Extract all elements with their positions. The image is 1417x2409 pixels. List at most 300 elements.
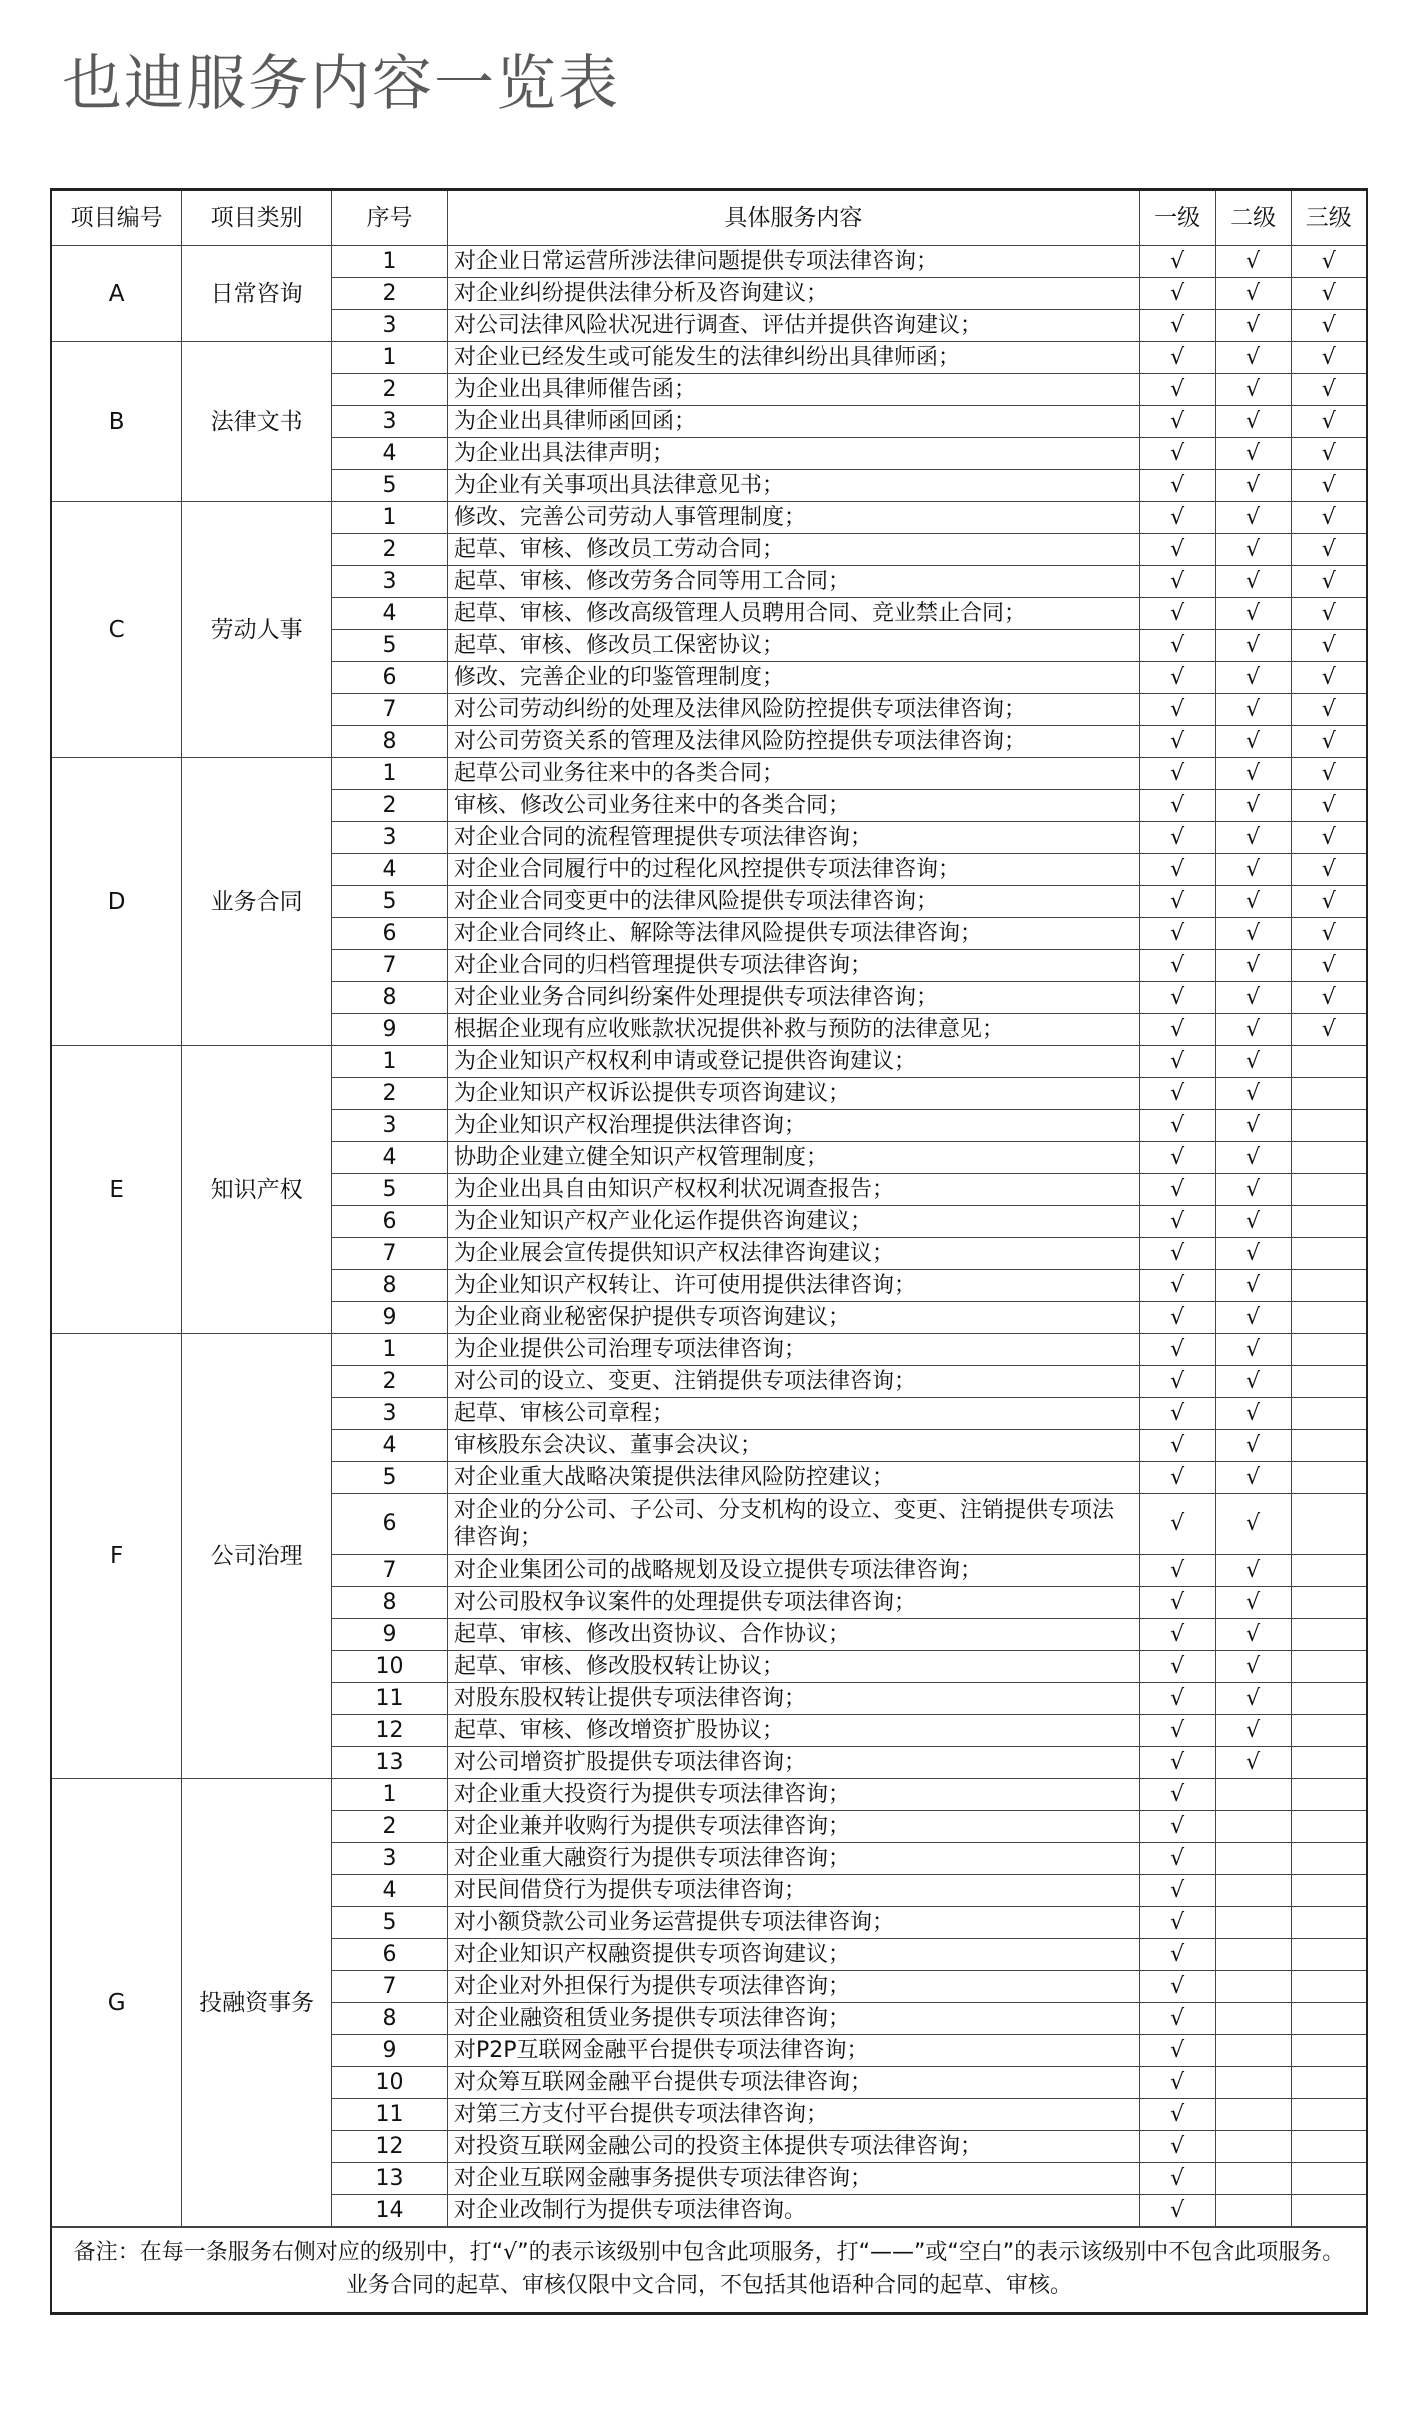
level-2-mark: √: [1215, 758, 1291, 790]
level-1-mark: √: [1139, 1078, 1215, 1110]
item-description: 起草、审核、修改劳务合同等用工合同；: [447, 566, 1139, 598]
item-index: 2: [331, 534, 447, 566]
level-3-mark: [1291, 2003, 1367, 2035]
group-category: 业务合同: [182, 758, 332, 1046]
item-index: 5: [331, 1174, 447, 1206]
level-3-mark: √: [1291, 918, 1367, 950]
level-3-mark: [1291, 1078, 1367, 1110]
level-1-mark: √: [1139, 1174, 1215, 1206]
level-3-mark: √: [1291, 438, 1367, 470]
level-1-mark: √: [1139, 2067, 1215, 2099]
item-description: 对企业日常运营所涉法律问题提供专项法律咨询；: [447, 246, 1139, 278]
level-3-mark: [1291, 1238, 1367, 1270]
level-1-mark: √: [1139, 726, 1215, 758]
item-description: 对小额贷款公司业务运营提供专项法律咨询；: [447, 1907, 1139, 1939]
item-index: 7: [331, 1971, 447, 2003]
level-2-mark: √: [1215, 726, 1291, 758]
item-description: 起草、审核、修改员工保密协议；: [447, 630, 1139, 662]
item-description: 对企业兼并收购行为提供专项法律咨询；: [447, 1811, 1139, 1843]
level-1-mark: √: [1139, 1302, 1215, 1334]
item-index: 6: [331, 1206, 447, 1238]
item-description: 协助企业建立健全知识产权管理制度；: [447, 1142, 1139, 1174]
level-1-mark: √: [1139, 1619, 1215, 1651]
item-index: 2: [331, 1366, 447, 1398]
item-description: 对企业纠纷提供法律分析及咨询建议；: [447, 278, 1139, 310]
level-1-mark: √: [1139, 1587, 1215, 1619]
level-1-mark: √: [1139, 854, 1215, 886]
level-1-mark: √: [1139, 2099, 1215, 2131]
level-1-mark: √: [1139, 982, 1215, 1014]
level-1-mark: √: [1139, 1494, 1215, 1555]
level-3-mark: √: [1291, 982, 1367, 1014]
level-2-mark: √: [1215, 566, 1291, 598]
item-description: 起草、审核、修改高级管理人员聘用合同、竞业禁止合同；: [447, 598, 1139, 630]
level-2-mark: √: [1215, 438, 1291, 470]
level-3-mark: [1291, 2131, 1367, 2163]
item-index: 3: [331, 1398, 447, 1430]
level-2-mark: √: [1215, 246, 1291, 278]
level-1-mark: √: [1139, 1430, 1215, 1462]
level-2-mark: √: [1215, 1238, 1291, 1270]
level-2-mark: [1215, 2035, 1291, 2067]
level-2-mark: √: [1215, 342, 1291, 374]
level-1-mark: √: [1139, 1398, 1215, 1430]
level-3-mark: [1291, 1683, 1367, 1715]
level-3-mark: [1291, 1715, 1367, 1747]
level-1-mark: √: [1139, 2195, 1215, 2227]
item-description: 对企业集团公司的战略规划及设立提供专项法律咨询；: [447, 1555, 1139, 1587]
level-2-mark: √: [1215, 918, 1291, 950]
item-description: 对企业重大融资行为提供专项法律咨询；: [447, 1843, 1139, 1875]
group-category: 知识产权: [182, 1046, 332, 1334]
item-description: 对企业互联网金融事务提供专项法律咨询；: [447, 2163, 1139, 2195]
table-row: [51, 342, 1367, 374]
item-index: 1: [331, 1334, 447, 1366]
item-description: 为企业知识产权诉讼提供专项咨询建议；: [447, 1078, 1139, 1110]
level-1-mark: √: [1139, 1843, 1215, 1875]
level-2-mark: √: [1215, 1715, 1291, 1747]
level-3-mark: [1291, 1971, 1367, 2003]
level-2-mark: √: [1215, 950, 1291, 982]
item-index: 4: [331, 854, 447, 886]
item-description: 为企业出具律师催告函；: [447, 374, 1139, 406]
item-index: 2: [331, 1078, 447, 1110]
level-1-mark: √: [1139, 1939, 1215, 1971]
level-2-mark: √: [1215, 1142, 1291, 1174]
level-2-mark: √: [1215, 1462, 1291, 1494]
level-3-mark: [1291, 1366, 1367, 1398]
level-3-mark: √: [1291, 950, 1367, 982]
item-index: 7: [331, 950, 447, 982]
level-1-mark: √: [1139, 470, 1215, 502]
group-code: D: [51, 758, 182, 1046]
table-row: [51, 1334, 1367, 1366]
item-index: 10: [331, 2067, 447, 2099]
level-1-mark: √: [1139, 1462, 1215, 1494]
level-3-mark: [1291, 2035, 1367, 2067]
item-description: 起草、审核、修改增资扩股协议；: [447, 1715, 1139, 1747]
item-description: 对企业的分公司、子公司、分支机构的设立、变更、注销提供专项法律咨询；: [447, 1494, 1139, 1555]
level-3-mark: √: [1291, 310, 1367, 342]
page-title: 也迪服务内容一览表: [62, 49, 620, 119]
group-code: C: [51, 502, 182, 758]
item-index: 14: [331, 2195, 447, 2227]
level-2-mark: √: [1215, 694, 1291, 726]
item-index: 9: [331, 2035, 447, 2067]
level-3-mark: [1291, 1843, 1367, 1875]
service-table: [50, 188, 1368, 2227]
group-category: 投融资事务: [182, 1779, 332, 2227]
level-3-mark: [1291, 1110, 1367, 1142]
level-2-mark: √: [1215, 982, 1291, 1014]
level-3-mark: √: [1291, 854, 1367, 886]
level-1-mark: √: [1139, 1334, 1215, 1366]
level-3-mark: [1291, 1619, 1367, 1651]
level-3-mark: √: [1291, 278, 1367, 310]
level-1-mark: √: [1139, 1014, 1215, 1046]
level-2-mark: √: [1215, 1587, 1291, 1619]
header-level-3: 三级: [1291, 190, 1367, 246]
level-2-mark: √: [1215, 854, 1291, 886]
item-description: 对企业对外担保行为提供专项法律咨询；: [447, 1971, 1139, 2003]
group-category: 法律文书: [182, 342, 332, 502]
level-1-mark: √: [1139, 662, 1215, 694]
level-3-mark: [1291, 1747, 1367, 1779]
level-2-mark: [1215, 1939, 1291, 1971]
item-index: 6: [331, 918, 447, 950]
level-1-mark: √: [1139, 758, 1215, 790]
level-1-mark: √: [1139, 1651, 1215, 1683]
level-1-mark: √: [1139, 1747, 1215, 1779]
level-3-mark: [1291, 1206, 1367, 1238]
level-3-mark: √: [1291, 662, 1367, 694]
item-description: 审核、修改公司业务往来中的各类合同；: [447, 790, 1139, 822]
item-description: 对公司法律风险状况进行调查、评估并提供咨询建议；: [447, 310, 1139, 342]
level-3-mark: [1291, 1651, 1367, 1683]
item-index: 3: [331, 822, 447, 854]
level-3-mark: [1291, 1046, 1367, 1078]
level-1-mark: √: [1139, 598, 1215, 630]
item-description: 起草、审核、修改出资协议、合作协议；: [447, 1619, 1139, 1651]
item-description: 对第三方支付平台提供专项法律咨询；: [447, 2099, 1139, 2131]
item-description: 对企业合同终止、解除等法律风险提供专项法律咨询；: [447, 918, 1139, 950]
level-1-mark: √: [1139, 310, 1215, 342]
level-1-mark: √: [1139, 1238, 1215, 1270]
header-level-1: 一级: [1139, 190, 1215, 246]
level-1-mark: √: [1139, 1971, 1215, 2003]
level-2-mark: √: [1215, 1366, 1291, 1398]
level-3-mark: √: [1291, 758, 1367, 790]
level-2-mark: √: [1215, 598, 1291, 630]
item-description: 为企业展会宣传提供知识产权法律咨询建议；: [447, 1238, 1139, 1270]
item-index: 2: [331, 790, 447, 822]
item-description: 对企业改制行为提供专项法律咨询。: [447, 2195, 1139, 2227]
level-3-mark: [1291, 1462, 1367, 1494]
level-3-mark: [1291, 2163, 1367, 2195]
item-index: 5: [331, 630, 447, 662]
item-description: 为企业商业秘密保护提供专项咨询建议；: [447, 1302, 1139, 1334]
footnote: 备注：在每一条服务右侧对应的级别中，打“√”的表示该级别中包含此项服务，打“——”或“空白”的表示该级别中不包含此项服务。业务合同的起草、审核仅限中文合同，不包括其他语种合同的起草、审核。: [50, 2227, 1368, 2315]
level-3-mark: √: [1291, 534, 1367, 566]
level-1-mark: √: [1139, 1555, 1215, 1587]
level-3-mark: √: [1291, 886, 1367, 918]
item-description: 为企业出具自由知识产权权利状况调查报告；: [447, 1174, 1139, 1206]
item-description: 修改、完善公司劳动人事管理制度；: [447, 502, 1139, 534]
level-1-mark: √: [1139, 1907, 1215, 1939]
level-2-mark: √: [1215, 1302, 1291, 1334]
level-2-mark: √: [1215, 310, 1291, 342]
level-1-mark: √: [1139, 630, 1215, 662]
level-1-mark: √: [1139, 502, 1215, 534]
item-description: 根据企业现有应收账款状况提供补救与预防的法律意见；: [447, 1014, 1139, 1046]
level-1-mark: √: [1139, 534, 1215, 566]
level-3-mark: √: [1291, 726, 1367, 758]
item-index: 8: [331, 2003, 447, 2035]
level-1-mark: √: [1139, 918, 1215, 950]
level-3-mark: [1291, 1334, 1367, 1366]
item-description: 为企业出具律师函回函；: [447, 406, 1139, 438]
table-header-row: [51, 190, 1367, 246]
level-2-mark: √: [1215, 1747, 1291, 1779]
level-1-mark: √: [1139, 406, 1215, 438]
item-description: 对企业合同的流程管理提供专项法律咨询；: [447, 822, 1139, 854]
level-2-mark: √: [1215, 1334, 1291, 1366]
level-2-mark: √: [1215, 1494, 1291, 1555]
level-1-mark: √: [1139, 1875, 1215, 1907]
level-3-mark: [1291, 2195, 1367, 2227]
level-2-mark: [1215, 2099, 1291, 2131]
level-2-mark: √: [1215, 1398, 1291, 1430]
level-1-mark: √: [1139, 886, 1215, 918]
level-2-mark: √: [1215, 790, 1291, 822]
group-category: 劳动人事: [182, 502, 332, 758]
item-index: 10: [331, 1651, 447, 1683]
level-2-mark: √: [1215, 502, 1291, 534]
item-index: 6: [331, 1494, 447, 1555]
level-3-mark: [1291, 2067, 1367, 2099]
service-table-container: [50, 188, 1368, 2315]
group-code: E: [51, 1046, 182, 1334]
item-description: 对股东股权转让提供专项法律咨询；: [447, 1683, 1139, 1715]
item-description: 为企业知识产权产业化运作提供咨询建议；: [447, 1206, 1139, 1238]
item-index: 3: [331, 1110, 447, 1142]
item-description: 为企业有关事项出具法律意见书；: [447, 470, 1139, 502]
group-category: 公司治理: [182, 1334, 332, 1779]
item-description: 修改、完善企业的印鉴管理制度；: [447, 662, 1139, 694]
level-3-mark: [1291, 2099, 1367, 2131]
level-2-mark: √: [1215, 1110, 1291, 1142]
item-index: 7: [331, 1555, 447, 1587]
item-index: 4: [331, 1430, 447, 1462]
level-3-mark: √: [1291, 502, 1367, 534]
item-index: 6: [331, 662, 447, 694]
item-index: 5: [331, 470, 447, 502]
header-category: 项目类别: [182, 190, 332, 246]
level-1-mark: √: [1139, 2163, 1215, 2195]
item-index: 8: [331, 726, 447, 758]
item-index: 5: [331, 886, 447, 918]
level-1-mark: √: [1139, 438, 1215, 470]
item-index: 5: [331, 1462, 447, 1494]
item-description: 对企业重大投资行为提供专项法律咨询；: [447, 1779, 1139, 1811]
level-2-mark: √: [1215, 278, 1291, 310]
level-3-mark: [1291, 1875, 1367, 1907]
level-2-mark: √: [1215, 886, 1291, 918]
level-2-mark: [1215, 2067, 1291, 2099]
item-index: 1: [331, 342, 447, 374]
table-row: [51, 246, 1367, 278]
item-index: 3: [331, 1843, 447, 1875]
item-index: 9: [331, 1619, 447, 1651]
level-3-mark: √: [1291, 470, 1367, 502]
level-2-mark: [1215, 1811, 1291, 1843]
level-2-mark: √: [1215, 470, 1291, 502]
level-2-mark: √: [1215, 1174, 1291, 1206]
item-description: 为企业出具法律声明；: [447, 438, 1139, 470]
item-description: 对企业已经发生或可能发生的法律纠纷出具律师函；: [447, 342, 1139, 374]
level-2-mark: √: [1215, 1619, 1291, 1651]
level-3-mark: [1291, 1939, 1367, 1971]
item-description: 起草、审核、修改员工劳动合同；: [447, 534, 1139, 566]
item-index: 1: [331, 246, 447, 278]
level-3-mark: √: [1291, 790, 1367, 822]
level-2-mark: [1215, 2003, 1291, 2035]
item-description: 对P2P互联网金融平台提供专项法律咨询；: [447, 2035, 1139, 2067]
level-1-mark: √: [1139, 2035, 1215, 2067]
item-description: 起草公司业务往来中的各类合同；: [447, 758, 1139, 790]
item-index: 2: [331, 278, 447, 310]
item-description: 起草、审核公司章程；: [447, 1398, 1139, 1430]
level-1-mark: √: [1139, 2003, 1215, 2035]
item-index: 3: [331, 310, 447, 342]
level-2-mark: √: [1215, 1014, 1291, 1046]
item-description: 对公司增资扩股提供专项法律咨询；: [447, 1747, 1139, 1779]
table-row: [51, 502, 1367, 534]
level-3-mark: √: [1291, 630, 1367, 662]
item-index: 4: [331, 1875, 447, 1907]
level-3-mark: √: [1291, 598, 1367, 630]
level-1-mark: √: [1139, 1366, 1215, 1398]
item-description: 为企业知识产权转让、许可使用提供法律咨询；: [447, 1270, 1139, 1302]
level-2-mark: [1215, 2131, 1291, 2163]
item-index: 7: [331, 1238, 447, 1270]
level-2-mark: [1215, 1843, 1291, 1875]
level-2-mark: √: [1215, 1078, 1291, 1110]
level-2-mark: √: [1215, 1046, 1291, 1078]
level-1-mark: √: [1139, 1715, 1215, 1747]
group-code: B: [51, 342, 182, 502]
level-2-mark: √: [1215, 1683, 1291, 1715]
item-description: 对企业合同的归档管理提供专项法律咨询；: [447, 950, 1139, 982]
level-1-mark: √: [1139, 950, 1215, 982]
level-2-mark: √: [1215, 374, 1291, 406]
level-3-mark: √: [1291, 1014, 1367, 1046]
item-description: 为企业知识产权治理提供法律咨询；: [447, 1110, 1139, 1142]
level-1-mark: √: [1139, 278, 1215, 310]
level-2-mark: √: [1215, 630, 1291, 662]
level-1-mark: √: [1139, 1046, 1215, 1078]
level-3-mark: [1291, 1430, 1367, 1462]
item-description: 审核股东会决议、董事会决议；: [447, 1430, 1139, 1462]
item-index: 1: [331, 758, 447, 790]
item-index: 2: [331, 374, 447, 406]
level-1-mark: √: [1139, 822, 1215, 854]
level-2-mark: [1215, 1875, 1291, 1907]
group-code: F: [51, 1334, 182, 1779]
group-code: G: [51, 1779, 182, 2227]
item-description: 为企业知识产权权利申请或登记提供咨询建议；: [447, 1046, 1139, 1078]
item-index: 4: [331, 438, 447, 470]
table-row: [51, 1779, 1367, 1811]
item-description: 对公司劳资关系的管理及法律风险防控提供专项法律咨询；: [447, 726, 1139, 758]
table-body: [51, 246, 1367, 2227]
level-3-mark: √: [1291, 342, 1367, 374]
level-1-mark: √: [1139, 790, 1215, 822]
level-1-mark: √: [1139, 246, 1215, 278]
level-2-mark: [1215, 1971, 1291, 2003]
level-2-mark: [1215, 1907, 1291, 1939]
level-1-mark: √: [1139, 374, 1215, 406]
level-3-mark: √: [1291, 374, 1367, 406]
level-2-mark: [1215, 2163, 1291, 2195]
item-index: 1: [331, 502, 447, 534]
level-2-mark: √: [1215, 1651, 1291, 1683]
level-1-mark: √: [1139, 1683, 1215, 1715]
item-index: 4: [331, 598, 447, 630]
item-index: 3: [331, 406, 447, 438]
item-description: 为企业提供公司治理专项法律咨询；: [447, 1334, 1139, 1366]
level-3-mark: [1291, 1907, 1367, 1939]
group-code: A: [51, 246, 182, 342]
item-index: 1: [331, 1779, 447, 1811]
item-index: 5: [331, 1907, 447, 1939]
level-1-mark: √: [1139, 1811, 1215, 1843]
item-index: 13: [331, 2163, 447, 2195]
level-3-mark: [1291, 1142, 1367, 1174]
level-1-mark: √: [1139, 566, 1215, 598]
level-3-mark: [1291, 1174, 1367, 1206]
item-index: 1: [331, 1046, 447, 1078]
level-3-mark: [1291, 1779, 1367, 1811]
level-2-mark: √: [1215, 1555, 1291, 1587]
level-3-mark: [1291, 1494, 1367, 1555]
level-3-mark: √: [1291, 566, 1367, 598]
level-1-mark: √: [1139, 1270, 1215, 1302]
item-description: 对投资互联网金融公司的投资主体提供专项法律咨询；: [447, 2131, 1139, 2163]
header-code: 项目编号: [51, 190, 182, 246]
level-3-mark: [1291, 1302, 1367, 1334]
table-row: [51, 1046, 1367, 1078]
item-index: 12: [331, 2131, 447, 2163]
item-description: 对企业合同变更中的法律风险提供专项法律咨询；: [447, 886, 1139, 918]
item-description: 对企业重大战略决策提供法律风险防控建议；: [447, 1462, 1139, 1494]
level-2-mark: √: [1215, 1206, 1291, 1238]
item-index: 8: [331, 982, 447, 1014]
item-index: 9: [331, 1302, 447, 1334]
level-1-mark: √: [1139, 342, 1215, 374]
level-2-mark: √: [1215, 406, 1291, 438]
table-row: [51, 758, 1367, 790]
header-level-2: 二级: [1215, 190, 1291, 246]
level-3-mark: √: [1291, 246, 1367, 278]
level-2-mark: √: [1215, 1430, 1291, 1462]
level-3-mark: √: [1291, 406, 1367, 438]
level-2-mark: √: [1215, 534, 1291, 566]
item-description: 对公司劳动纠纷的处理及法律风险防控提供专项法律咨询；: [447, 694, 1139, 726]
item-description: 对企业知识产权融资提供专项咨询建议；: [447, 1939, 1139, 1971]
item-description: 对民间借贷行为提供专项法律咨询；: [447, 1875, 1139, 1907]
group-category: 日常咨询: [182, 246, 332, 342]
